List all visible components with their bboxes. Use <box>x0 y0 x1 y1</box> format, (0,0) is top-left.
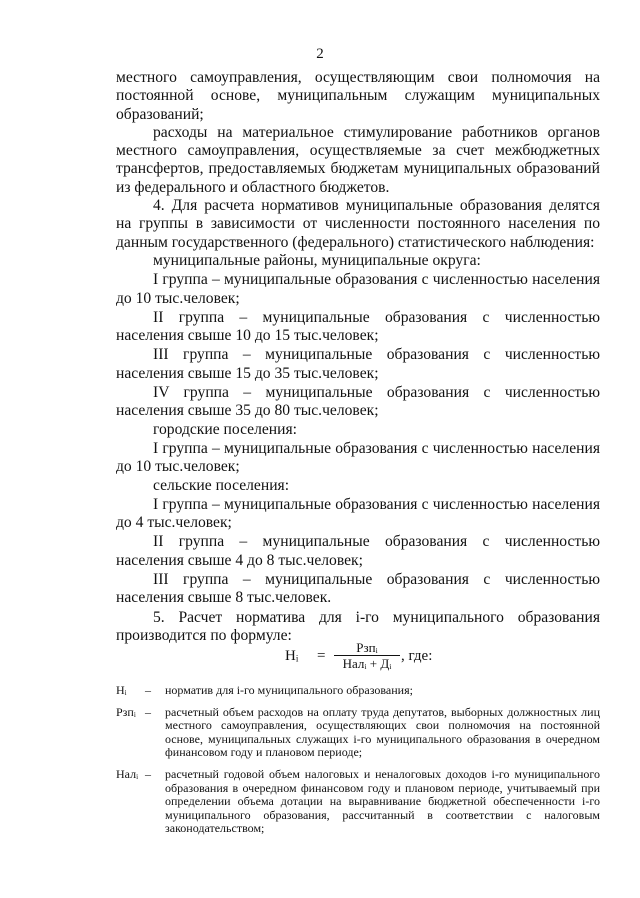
paragraph: IV группа – муниципальные образования с численностью населения свыше 35 до 80 тыс.человек; <box>116 384 600 420</box>
definitions-list <box>116 684 600 844</box>
formula-denominator: Налᵢ + Дᵢ <box>342 656 392 671</box>
formula-equals: = <box>317 648 326 664</box>
definition-item <box>116 706 600 760</box>
definition-symbol: Рзпᵢ <box>116 704 136 719</box>
formula-fraction <box>334 640 400 672</box>
paragraph: городские поселения: <box>153 420 298 438</box>
definition-dash: – <box>145 704 151 719</box>
paragraph: местного самоуправления, осуществляющим свои полномочия на постоянной основе, муниципальным служащим муниципальных образований; <box>116 69 600 123</box>
paragraph: III группа – муниципальные образования с численностью населения свыше 8 тыс.человек. <box>116 571 600 607</box>
definition-text: расчетный объем расходов на оплату труда депутатов, выборных должностных лиц местного самоуправления, осуществляющих свои полномочия на постоянной основе, муниципальных служащих i-го муниципального образования в очередном финансовом году и плановом периоде; <box>165 704 600 760</box>
paragraph: муниципальные районы, муниципальные округа: <box>153 251 481 269</box>
definition-text: расчетный годовой объем налоговых и неналоговых доходов i-го муниципального образования в очередном финансовом году и плановом периоде, учитываемый при определении объема дотации на выравнивание бюджетной обеспеченности i-го муниципального образования, рассчитанный в соответствии с налоговым законодательством; <box>165 766 600 836</box>
paragraph: I группа – муниципальные образования с численностью населения до 10 тыс.человек; <box>116 439 600 476</box>
paragraph: расходы на материальное стимулирование работников органов местного самоуправления, осуществляемые за счет межбюджетных трансфертов, предоставляемых бюджетам муниципальных образований из федерального и областного бюджетов. <box>116 123 600 196</box>
definition-dash: – <box>145 683 151 697</box>
formula-tail: , где: <box>401 648 433 664</box>
definition-text: норматив для i-го муниципального образования; <box>165 683 413 697</box>
paragraph: III группа – муниципальные образования с численностью населения свыше 15 до 35 тыс.человек; <box>116 346 600 382</box>
paragraph: I группа – муниципальные образования с численностью населения до 4 тыс.человек; <box>116 495 600 532</box>
definition-item <box>116 684 600 698</box>
paragraph: сельские поселения: <box>153 476 290 494</box>
definition-symbol: Налᵢ <box>116 766 139 781</box>
formula-numerator: Рзпᵢ <box>334 640 400 656</box>
definition-item <box>116 768 600 836</box>
document-body <box>116 69 600 645</box>
formula <box>0 640 640 680</box>
definition-symbol: Нᵢ <box>116 683 127 697</box>
paragraph: II группа – муниципальные образования с численностью населения свыше 10 до 15 тыс.человек; <box>116 308 600 345</box>
paragraph: II группа – муниципальные образования с численностью населения свыше 4 до 8 тыс.человек; <box>116 533 600 569</box>
paragraph: 4. Для расчета нормативов муниципальные образования делятся на группы в зависимости от численности постоянного населения по данным государственного (федерального) статистического наблюдения: <box>116 197 600 251</box>
page-number: 2 <box>316 46 324 62</box>
formula-lhs: Нᵢ <box>285 648 299 664</box>
paragraph: 5. Расчет норматива для i-го муниципального образования производится по формуле: <box>116 608 600 644</box>
definition-dash: – <box>145 766 151 781</box>
paragraph: I группа – муниципальные образования с численностью населения до 10 тыс.человек; <box>116 271 600 307</box>
